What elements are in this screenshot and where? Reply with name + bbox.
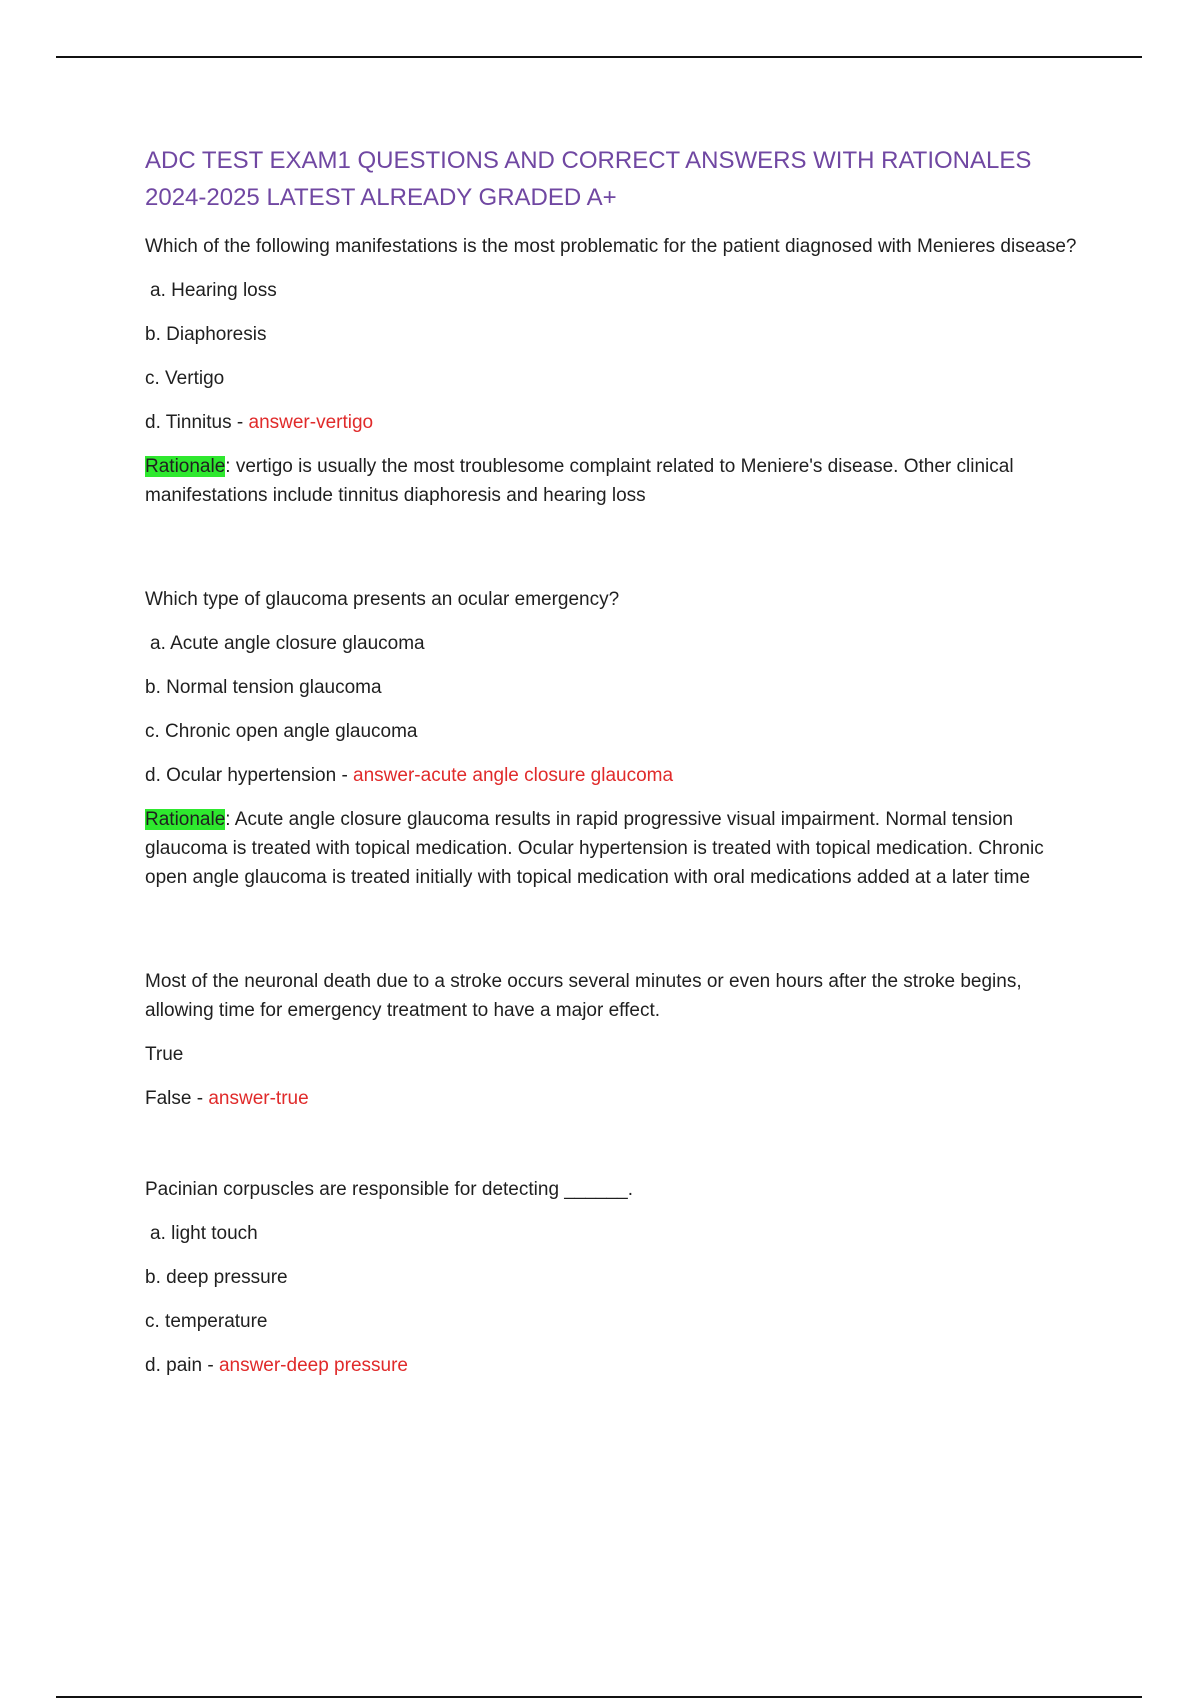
rationale <box>145 805 1090 892</box>
option-false <box>145 1084 1090 1113</box>
option-d-text: d. pain - <box>145 1355 219 1376</box>
option-c: c. Chronic open angle glaucoma <box>145 721 418 742</box>
rationale-text: : Acute angle closure glaucoma results in rapid progressive visual impairment. Normal tension glaucoma is treated with topical medication. Ocular hypertension is treated with topical medication. Chronic open angle glaucoma is treated initially with topical medication with oral medications added at a later time <box>145 809 1044 888</box>
question-stem: Pacinian corpuscles are responsible for detecting ______. <box>145 1179 633 1200</box>
rationale-label: Rationale <box>145 809 226 830</box>
option-a: a. light touch <box>150 1223 258 1244</box>
header-rule <box>56 56 1142 58</box>
answer-text: answer-deep pressure <box>218 1355 408 1376</box>
document-title: ADC TEST EXAM1 QUESTIONS AND CORRECT ANSWERS WITH RATIONALES 2024-2025 LATEST ALREADY GRADED A+ <box>145 147 1032 211</box>
question-stem: Which type of glaucoma presents an ocular emergency? <box>145 589 620 610</box>
option-false-text: False - <box>145 1088 209 1109</box>
option-b: b. Diaphoresis <box>145 324 267 345</box>
option-d <box>145 761 1090 790</box>
answer-text: answer-true <box>208 1088 309 1109</box>
rationale-text: : vertigo is usually the most troublesome complaint related to Meniere's disease. Other clinical manifestations include tinnitus diaphoresis and hearing loss <box>145 456 1014 506</box>
rationale-label: Rationale <box>145 456 226 477</box>
question-stem: Most of the neuronal death due to a stroke occurs several minutes or even hours after the stroke begins, allowing time for emergency treatment to have a major effect. <box>145 971 1022 1021</box>
rationale <box>145 452 1090 510</box>
option-d-text: d. Ocular hypertension - <box>145 765 354 786</box>
option-b: b. deep pressure <box>145 1267 288 1288</box>
question-stem: Which of the following manifestations is the most problematic for the patient diagnosed with Menieres disease? <box>145 236 1077 257</box>
option-true: True <box>145 1044 184 1065</box>
option-d-text: d. Tinnitus - <box>145 412 249 433</box>
option-d <box>145 1351 1090 1380</box>
question-3 <box>145 967 1090 1113</box>
question-4 <box>145 1175 1090 1380</box>
document-body <box>145 142 1090 1395</box>
option-c: c. Vertigo <box>145 368 225 389</box>
option-b: b. Normal tension glaucoma <box>145 677 382 698</box>
option-a: a. Hearing loss <box>150 280 277 301</box>
answer-text: answer-vertigo <box>248 412 374 433</box>
question-1 <box>145 232 1090 510</box>
question-2 <box>145 585 1090 892</box>
option-d <box>145 408 1090 437</box>
option-c: c. temperature <box>145 1311 268 1332</box>
footer-rule <box>56 1696 1142 1698</box>
answer-text: answer-acute angle closure glaucoma <box>353 765 674 786</box>
option-a: a. Acute angle closure glaucoma <box>150 633 425 654</box>
